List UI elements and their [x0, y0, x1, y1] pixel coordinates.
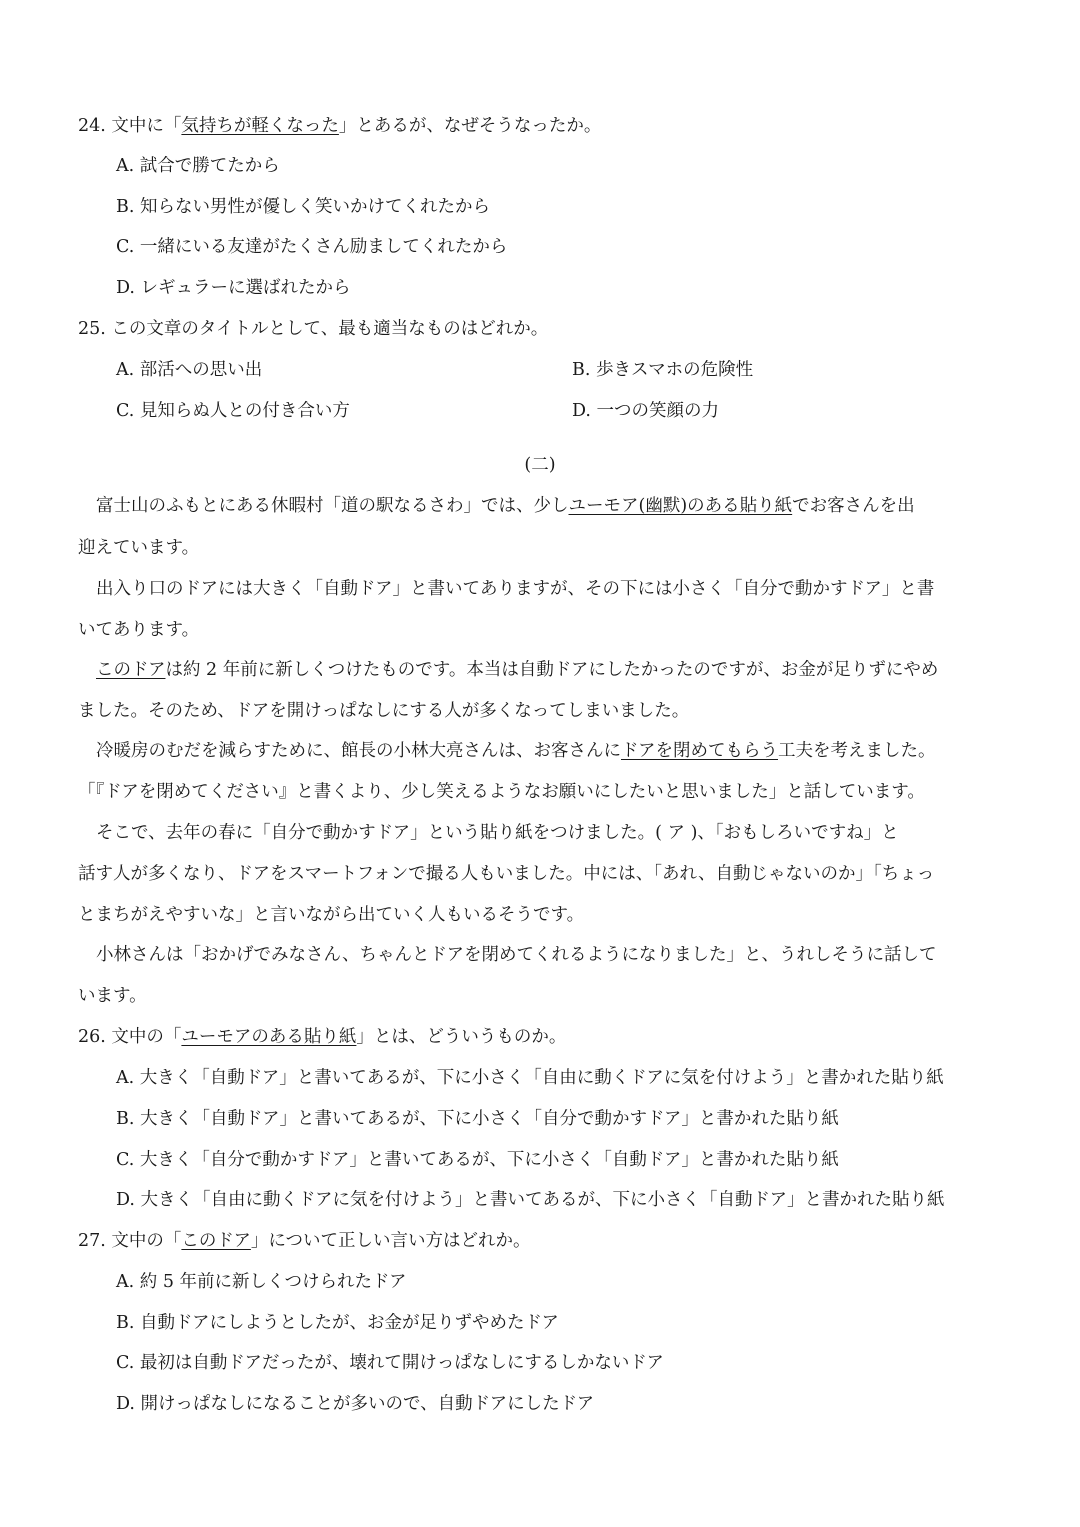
passage-p3-line1: このドアは約 2 年前に新しくつけたものです。本当は自動ドアにしたかったのですが、お金が足りずにやめ	[96, 660, 939, 680]
passage-p6-line2: います。	[78, 986, 147, 1006]
question-27: 27. 文中の「このドア」について正しい言い方はどれか。	[78, 1231, 531, 1251]
passage-p4-line2: 「『ドアを閉めてください』と書くより、少し笑えるようなお願いにしたいと思いました」と話しています。	[78, 782, 925, 802]
q26-option-b: B. 大きく「自動ドア」と書いてあるが、下に小さく「自分で動かすドア」と書かれた貼り紙	[116, 1109, 839, 1129]
passage-p6-line1: 小林さんは「おかげでみなさん、ちゃんとドアを閉めてくれるようになりました」と、うれしそうに話して	[96, 945, 937, 965]
q27-option-a: A. 約 5 年前に新しくつけられたドア	[116, 1272, 407, 1292]
underlined-phrase: ドアを閉めてもらう	[621, 741, 778, 761]
q24-option-c: C. 一緒にいる友達がたくさん励ましてくれたから	[116, 237, 508, 257]
q25-option-c: C. 見知らぬ人との付き合い方	[116, 401, 350, 421]
q25-option-a: A. 部活への思い出	[116, 360, 263, 380]
question-24: 24. 文中に「気持ちが軽くなった」とあるが、なぜそうなったか。	[78, 116, 602, 136]
underlined-phrase: ユーモア(幽默)のある貼り紙	[568, 496, 793, 516]
passage-p5-line3: とまちがえやすいな」と言いながら出ていく人もいるそうです。	[78, 905, 585, 925]
q27-option-d: D. 開けっぱなしになることが多いので、自動ドアにしたドア	[116, 1394, 595, 1414]
q26-option-a: A. 大きく「自動ドア」と書いてあるが、下に小さく「自由に動くドアに気を付けよう」と書かれた貼り紙	[116, 1068, 944, 1088]
passage-p5-line1: そこで、去年の春に「自分で動かすドア」という貼り紙をつけました。( ア )、「おもしろいですね」と	[96, 823, 899, 843]
passage-p3-line2: ました。そのため、ドアを開けっぱなしにする人が多くなってしまいました。	[78, 701, 690, 721]
passage-p4-line1: 冷暖房のむだを減らすために、館長の小林大亮さんは、お客さんにドアを閉めてもらう工夫を考えました。	[96, 741, 936, 761]
passage-p1-line1: 富士山のふもとにある休暇村「道の駅なるさわ」では、少しユーモア(幽默)のある貼り紙でお客さんを出	[96, 496, 915, 516]
q26-option-d: D. 大きく「自由に動くドアに気を付けよう」と書いてあるが、下に小さく「自動ドア」と書かれた貼り紙	[116, 1190, 945, 1210]
passage-p2-line2: いてあります。	[78, 620, 200, 640]
q25-option-d: D. 一つの笑顔の力	[572, 401, 720, 421]
question-26: 26. 文中の「ユーモアのある貼り紙」とは、どういうものか。	[78, 1027, 567, 1047]
question-25: 25. この文章のタイトルとして、最も適当なものはどれか。	[78, 319, 549, 339]
q24-option-d: D. レギュラーに選ばれたから	[116, 278, 351, 298]
underlined-phrase: ユーモアのある貼り紙	[181, 1027, 357, 1047]
underlined-phrase: このドア	[96, 660, 166, 680]
passage-p5-line2: 話す人が多くなり、ドアをスマートフォンで撮る人もいました。中には、「あれ、自動じゃないのか」「ちょっ	[78, 864, 935, 884]
q25-option-b: B. 歩きスマホの危険性	[572, 360, 754, 380]
q27-option-b: B. 自動ドアにしようとしたが、お金が足りずやめたドア	[116, 1313, 559, 1333]
section-heading: (二)	[524, 455, 556, 475]
q27-option-c: C. 最初は自動ドアだったが、壊れて開けっぱなしにするしかないドア	[116, 1353, 664, 1373]
passage-p1-line2: 迎えています。	[78, 538, 200, 558]
underlined-phrase: このドア	[181, 1231, 251, 1251]
underlined-phrase: 気持ちが軽くなった	[181, 116, 339, 136]
q26-option-c: C. 大きく「自分で動かすドア」と書いてあるが、下に小さく「自動ドア」と書かれた貼り紙	[116, 1150, 839, 1170]
passage-p2-line1: 出入り口のドアには大きく「自動ドア」と書いてありますが、その下には小さく「自分で動かすドア」と書	[96, 579, 935, 599]
q24-option-a: A. 試合で勝てたから	[116, 156, 280, 176]
q24-option-b: B. 知らない男性が優しく笑いかけてくれたから	[116, 197, 490, 217]
